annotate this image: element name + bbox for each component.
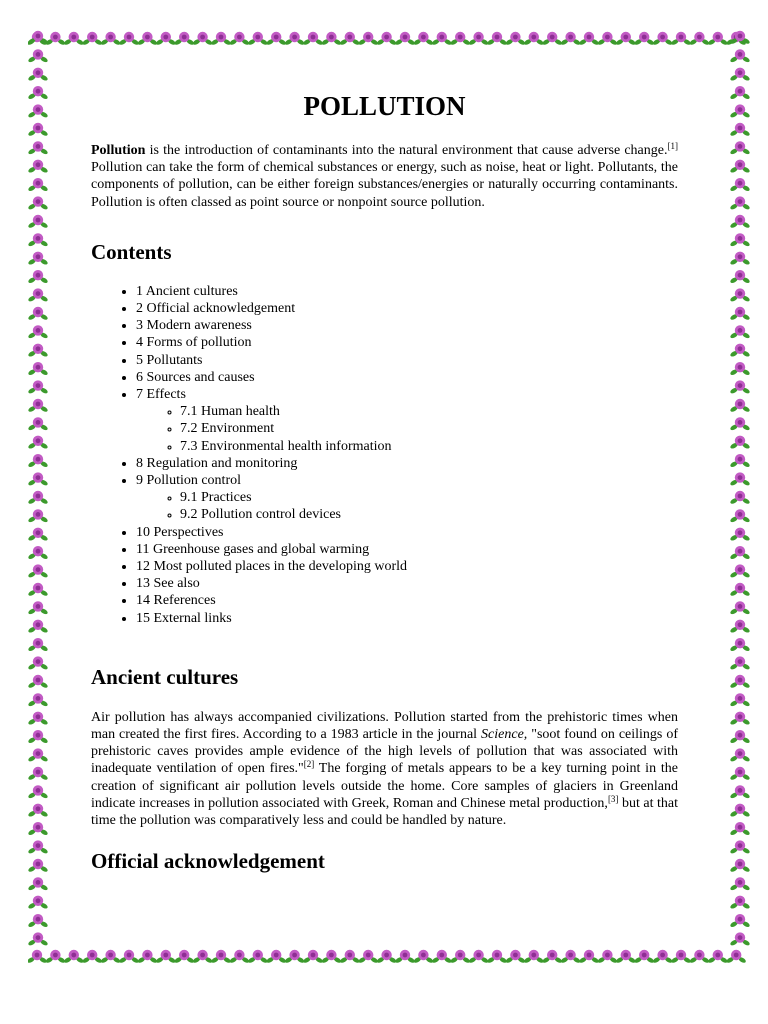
toc-item-label: 3 Modern awareness bbox=[136, 318, 252, 334]
journal-name: Science, bbox=[481, 727, 528, 743]
intro-text: is the introduction of contaminants into the natural environment that cause adverse change. bbox=[145, 143, 668, 158]
rose-vine-icon bbox=[730, 28, 750, 966]
toc-item-label: 4 Forms of pollution bbox=[136, 335, 252, 351]
toc-subitem[interactable]: ◦ 9.2 Pollution control devices bbox=[180, 506, 678, 523]
toc-item-label: 7 Effects bbox=[136, 387, 186, 403]
toc-item-label: 9 Pollution control bbox=[136, 473, 241, 489]
toc-item[interactable] bbox=[136, 575, 678, 592]
paragraph-text: Air pollution has always accompanied civilizations. Pollution started from the prehistoric times when man created the first fires. According to a 1983 article in the journal bbox=[91, 709, 678, 743]
rose-vine-icon bbox=[28, 28, 750, 48]
toc-item[interactable] bbox=[136, 334, 678, 351]
section-heading-official-acknowledgement: Official acknowledgement bbox=[91, 849, 325, 874]
contents-heading: Contents bbox=[91, 239, 172, 264]
intro-paragraph bbox=[91, 142, 678, 211]
border-left bbox=[28, 28, 48, 966]
toc-item[interactable] bbox=[136, 592, 678, 609]
toc-subitem[interactable]: ◦ 7.1 Human health bbox=[180, 403, 678, 420]
border-bottom bbox=[28, 946, 750, 966]
ancient-cultures-paragraph bbox=[91, 709, 678, 829]
toc-sublist bbox=[136, 403, 678, 455]
reference-link[interactable]: [2] bbox=[303, 759, 315, 770]
reference-link[interactable]: [3] bbox=[607, 793, 619, 804]
toc-item[interactable] bbox=[136, 352, 678, 369]
toc-item-label: 6 Sources and causes bbox=[136, 369, 255, 385]
paragraph-text: but at that time the pollution was comparatively less and could be handled by nature. bbox=[91, 795, 678, 829]
toc-item-label: 15 External links bbox=[136, 610, 232, 626]
toc-item-label: 11 Greenhouse gases and global warming bbox=[136, 541, 370, 557]
toc-item[interactable] bbox=[136, 558, 678, 575]
toc-item-label: 13 See also bbox=[136, 576, 200, 592]
intro-term: Pollution bbox=[91, 143, 146, 158]
toc-item[interactable] bbox=[136, 283, 678, 300]
reference-link[interactable]: [1] bbox=[667, 141, 678, 151]
toc-item-label: 1 Ancient cultures bbox=[136, 283, 238, 299]
border-right bbox=[730, 28, 750, 966]
toc-item[interactable] bbox=[136, 610, 678, 627]
document-page bbox=[91, 88, 678, 875]
page-title: POLLUTION bbox=[303, 91, 466, 121]
section-heading-ancient-cultures: Ancient cultures bbox=[91, 664, 239, 689]
rose-vine-icon bbox=[28, 28, 48, 966]
intro-text: Pollution can take the form of chemical substances or energy, such as noise, heat or light. Pollutants, the components of pollution, can be either foreign substances/energies or naturally occurring contaminants. Pollution is often classed as point source or nonpoint source pollution. bbox=[91, 160, 678, 210]
toc-item[interactable] bbox=[136, 369, 678, 386]
paragraph-text: The forging of metals appears to be a key turning point in the creation of significant air pollution levels outside the home. Core samples of glaciers in Greenland indicate increases in pollution associated with Greek, Roman and Chinese metal production, bbox=[91, 761, 678, 811]
toc-subitem[interactable]: ◦ 7.3 Environmental health information bbox=[180, 438, 678, 455]
toc-item-label: 10 Perspectives bbox=[136, 524, 224, 540]
toc-sublist bbox=[136, 489, 678, 523]
toc-item-label: 5 Pollutants bbox=[136, 352, 203, 368]
toc-item[interactable] bbox=[136, 300, 678, 317]
toc-item-label: 8 Regulation and monitoring bbox=[136, 455, 298, 471]
toc-subitem[interactable]: ◦ 9.1 Practices bbox=[180, 489, 678, 506]
rose-vine-icon bbox=[28, 946, 750, 966]
paragraph-text: "soot found on ceilings of prehistoric caves provides ample evidence of the high levels of pollution that was associated with inadequate ventilation of open fires." bbox=[91, 727, 678, 777]
toc-subitem[interactable]: ◦ 7.2 Environment bbox=[180, 420, 678, 437]
table-of-contents bbox=[91, 283, 678, 627]
toc-item[interactable] bbox=[136, 524, 678, 541]
toc-item-label: 2 Official acknowledgement bbox=[136, 301, 296, 317]
toc-item-label: 14 References bbox=[136, 593, 216, 609]
toc-item[interactable] bbox=[136, 541, 678, 558]
toc-item[interactable] bbox=[136, 472, 678, 524]
border-top bbox=[28, 28, 750, 48]
toc-item[interactable] bbox=[136, 455, 678, 472]
toc-item[interactable] bbox=[136, 317, 678, 334]
toc-item[interactable] bbox=[136, 386, 678, 455]
toc-item-label: 12 Most polluted places in the developing world bbox=[136, 559, 408, 575]
